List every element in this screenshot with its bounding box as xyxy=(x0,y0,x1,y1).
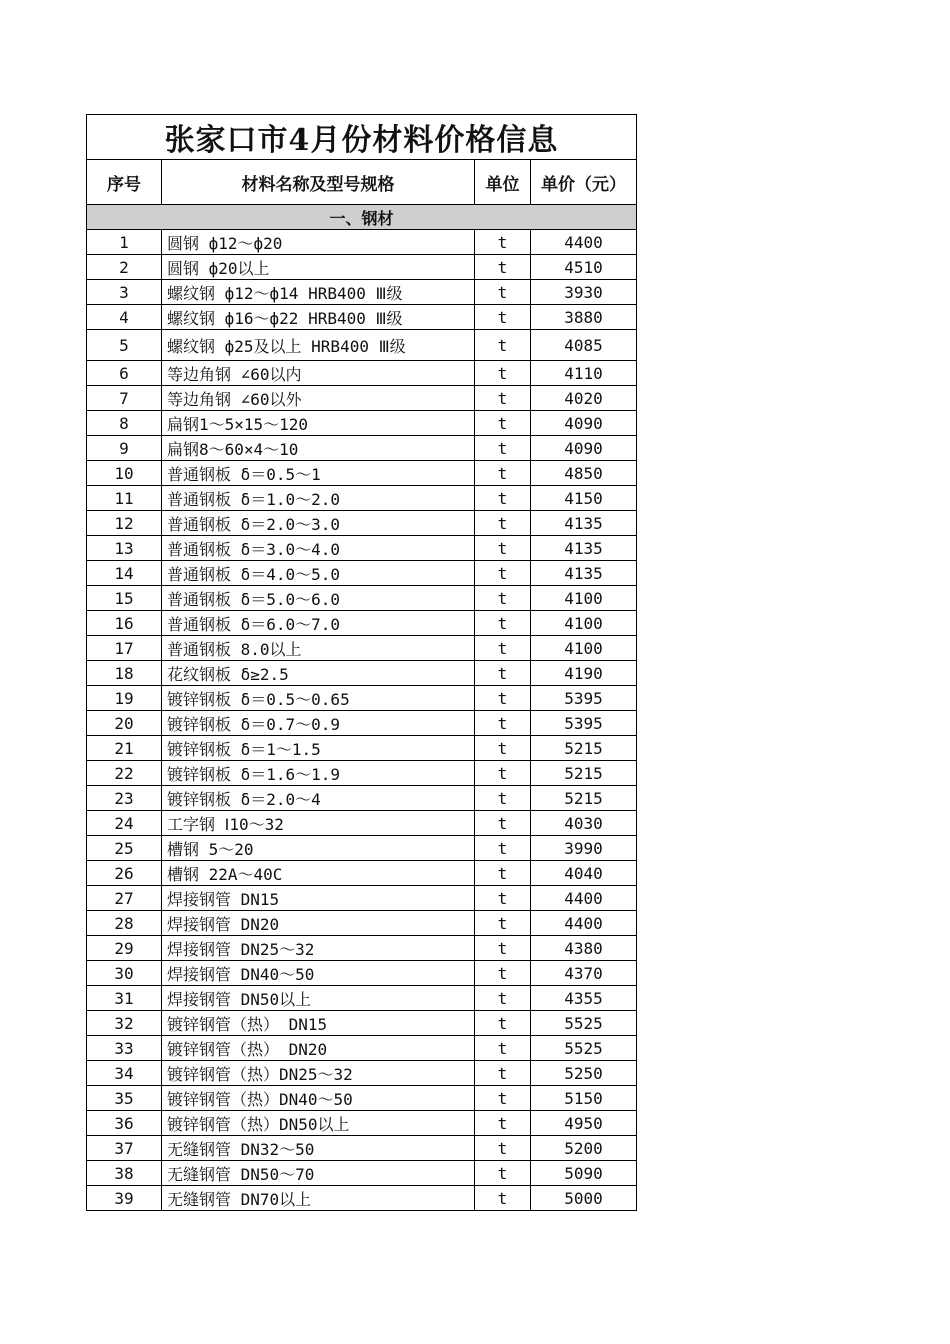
table-row xyxy=(87,486,637,511)
material-name: 等边角钢 ∠60以外 xyxy=(162,386,475,411)
table-row xyxy=(87,986,637,1011)
row-number: 23 xyxy=(87,786,162,811)
material-name: 扁钢8～60×4～10 xyxy=(162,436,475,461)
header-name: 材料名称及型号规格 xyxy=(162,160,475,205)
material-name: 镀锌钢板 δ＝0.7～0.9 xyxy=(162,711,475,736)
unit: t xyxy=(475,986,531,1011)
unit: t xyxy=(475,1011,531,1036)
table-row xyxy=(87,861,637,886)
unit-price: 4400 xyxy=(531,886,637,911)
material-name: 无缝钢管 DN50～70 xyxy=(162,1161,475,1186)
material-name: 镀锌钢管（热） DN20 xyxy=(162,1036,475,1061)
material-name: 无缝钢管 DN32～50 xyxy=(162,1136,475,1161)
unit: t xyxy=(475,230,531,255)
unit-price: 4040 xyxy=(531,861,637,886)
table-row xyxy=(87,786,637,811)
unit: t xyxy=(475,1111,531,1136)
table-row xyxy=(87,611,637,636)
unit-price: 5215 xyxy=(531,786,637,811)
header-unit: 单位 xyxy=(475,160,531,205)
row-number: 11 xyxy=(87,486,162,511)
table-row xyxy=(87,936,637,961)
material-name: 镀锌钢板 δ＝1～1.5 xyxy=(162,736,475,761)
unit: t xyxy=(475,1136,531,1161)
row-number: 13 xyxy=(87,536,162,561)
row-number: 26 xyxy=(87,861,162,886)
unit: t xyxy=(475,386,531,411)
unit-price: 4090 xyxy=(531,436,637,461)
unit: t xyxy=(475,1061,531,1086)
table-row xyxy=(87,911,637,936)
row-number: 7 xyxy=(87,386,162,411)
header-no: 序号 xyxy=(87,160,162,205)
material-name: 无缝钢管 DN70以上 xyxy=(162,1186,475,1211)
table-row xyxy=(87,1086,637,1111)
table-row xyxy=(87,536,637,561)
row-number: 34 xyxy=(87,1061,162,1086)
material-name: 扁钢1～5×15～120 xyxy=(162,411,475,436)
unit-price: 4370 xyxy=(531,961,637,986)
row-number: 4 xyxy=(87,305,162,330)
title-row xyxy=(87,115,637,160)
table-row xyxy=(87,886,637,911)
row-number: 29 xyxy=(87,936,162,961)
unit-price: 4135 xyxy=(531,536,637,561)
material-name: 镀锌钢管（热） DN15 xyxy=(162,1011,475,1036)
unit: t xyxy=(475,361,531,386)
material-name: 焊接钢管 DN15 xyxy=(162,886,475,911)
row-number: 8 xyxy=(87,411,162,436)
unit: t xyxy=(475,305,531,330)
unit-price: 5200 xyxy=(531,1136,637,1161)
unit-price: 3880 xyxy=(531,305,637,330)
unit: t xyxy=(475,255,531,280)
material-name: 槽钢 5～20 xyxy=(162,836,475,861)
unit-price: 3930 xyxy=(531,280,637,305)
material-name: 镀锌钢板 δ＝2.0～4 xyxy=(162,786,475,811)
unit: t xyxy=(475,330,531,361)
table-row xyxy=(87,661,637,686)
table-row xyxy=(87,561,637,586)
material-name: 镀锌钢板 δ＝0.5～0.65 xyxy=(162,686,475,711)
table-row xyxy=(87,586,637,611)
row-number: 1 xyxy=(87,230,162,255)
header-price: 单价（元） xyxy=(531,160,637,205)
row-number: 32 xyxy=(87,1011,162,1036)
unit: t xyxy=(475,436,531,461)
row-number: 19 xyxy=(87,686,162,711)
unit-price: 4135 xyxy=(531,511,637,536)
header-row xyxy=(87,160,637,205)
unit: t xyxy=(475,1036,531,1061)
material-name: 普通钢板 δ＝4.0～5.0 xyxy=(162,561,475,586)
unit: t xyxy=(475,1186,531,1211)
row-number: 27 xyxy=(87,886,162,911)
row-number: 14 xyxy=(87,561,162,586)
material-name: 普通钢板 δ＝3.0～4.0 xyxy=(162,536,475,561)
table-row xyxy=(87,836,637,861)
material-name: 槽钢 22A～40C xyxy=(162,861,475,886)
unit-price: 4090 xyxy=(531,411,637,436)
material-name: 螺纹钢 ф12～ф14 HRB400 Ⅲ级 xyxy=(162,280,475,305)
unit-price: 4510 xyxy=(531,255,637,280)
unit: t xyxy=(475,811,531,836)
unit-price: 5395 xyxy=(531,686,637,711)
table-row xyxy=(87,811,637,836)
unit-price: 4135 xyxy=(531,561,637,586)
unit: t xyxy=(475,886,531,911)
unit: t xyxy=(475,861,531,886)
row-number: 30 xyxy=(87,961,162,986)
row-number: 2 xyxy=(87,255,162,280)
row-number: 39 xyxy=(87,1186,162,1211)
table-row xyxy=(87,736,637,761)
table-row xyxy=(87,255,637,280)
unit: t xyxy=(475,711,531,736)
material-name: 普通钢板 δ＝2.0～3.0 xyxy=(162,511,475,536)
material-name: 普通钢板 δ＝1.0～2.0 xyxy=(162,486,475,511)
material-name: 焊接钢管 DN20 xyxy=(162,911,475,936)
unit: t xyxy=(475,911,531,936)
unit: t xyxy=(475,411,531,436)
material-name: 普通钢板 δ＝5.0～6.0 xyxy=(162,586,475,611)
row-number: 37 xyxy=(87,1136,162,1161)
material-name: 螺纹钢 ф16～ф22 HRB400 Ⅲ级 xyxy=(162,305,475,330)
material-name: 焊接钢管 DN40～50 xyxy=(162,961,475,986)
table-row xyxy=(87,1111,637,1136)
material-name: 镀锌钢管（热）DN50以上 xyxy=(162,1111,475,1136)
table-row xyxy=(87,436,637,461)
unit-price: 4100 xyxy=(531,611,637,636)
material-name: 圆钢 ф12～ф20 xyxy=(162,230,475,255)
unit-price: 4850 xyxy=(531,461,637,486)
unit-price: 4380 xyxy=(531,936,637,961)
unit-price: 5215 xyxy=(531,736,637,761)
unit: t xyxy=(475,736,531,761)
table-row xyxy=(87,636,637,661)
price-table xyxy=(86,114,637,1211)
unit: t xyxy=(475,686,531,711)
unit-price: 5000 xyxy=(531,1186,637,1211)
unit-price: 4100 xyxy=(531,586,637,611)
unit: t xyxy=(475,636,531,661)
table-row xyxy=(87,461,637,486)
table-row xyxy=(87,711,637,736)
row-number: 38 xyxy=(87,1161,162,1186)
unit: t xyxy=(475,461,531,486)
unit: t xyxy=(475,611,531,636)
unit-price: 4950 xyxy=(531,1111,637,1136)
table-row xyxy=(87,1036,637,1061)
row-number: 10 xyxy=(87,461,162,486)
unit: t xyxy=(475,1161,531,1186)
row-number: 35 xyxy=(87,1086,162,1111)
table-row xyxy=(87,511,637,536)
material-name: 花纹钢板 δ≥2.5 xyxy=(162,661,475,686)
unit: t xyxy=(475,936,531,961)
row-number: 3 xyxy=(87,280,162,305)
row-number: 12 xyxy=(87,511,162,536)
table-row xyxy=(87,1061,637,1086)
row-number: 15 xyxy=(87,586,162,611)
material-name: 镀锌钢管（热）DN40～50 xyxy=(162,1086,475,1111)
table-row xyxy=(87,361,637,386)
unit: t xyxy=(475,486,531,511)
unit-price: 4030 xyxy=(531,811,637,836)
row-number: 9 xyxy=(87,436,162,461)
table-row xyxy=(87,686,637,711)
table-row xyxy=(87,411,637,436)
table-row xyxy=(87,1011,637,1036)
material-name: 普通钢板 δ＝0.5～1 xyxy=(162,461,475,486)
unit-price: 4190 xyxy=(531,661,637,686)
row-number: 31 xyxy=(87,986,162,1011)
unit-price: 4100 xyxy=(531,636,637,661)
unit: t xyxy=(475,1086,531,1111)
unit: t xyxy=(475,561,531,586)
unit-price: 4110 xyxy=(531,361,637,386)
unit: t xyxy=(475,836,531,861)
table-row xyxy=(87,230,637,255)
table-row xyxy=(87,386,637,411)
unit-price: 5525 xyxy=(531,1036,637,1061)
unit: t xyxy=(475,280,531,305)
material-name: 普通钢板 8.0以上 xyxy=(162,636,475,661)
row-number: 24 xyxy=(87,811,162,836)
material-name: 等边角钢 ∠60以内 xyxy=(162,361,475,386)
table-row xyxy=(87,330,637,361)
table-row xyxy=(87,761,637,786)
unit-price: 4355 xyxy=(531,986,637,1011)
table-row xyxy=(87,280,637,305)
row-number: 33 xyxy=(87,1036,162,1061)
row-number: 5 xyxy=(87,330,162,361)
row-number: 28 xyxy=(87,911,162,936)
row-number: 22 xyxy=(87,761,162,786)
unit: t xyxy=(475,761,531,786)
unit-price: 4400 xyxy=(531,230,637,255)
row-number: 21 xyxy=(87,736,162,761)
row-number: 25 xyxy=(87,836,162,861)
page-title: 张家口市4月份材料价格信息 xyxy=(87,115,637,160)
table-row xyxy=(87,1161,637,1186)
unit: t xyxy=(475,786,531,811)
material-name: 工字钢 Ⅰ10～32 xyxy=(162,811,475,836)
table-row xyxy=(87,305,637,330)
unit-price: 4085 xyxy=(531,330,637,361)
material-name: 圆钢 ф20以上 xyxy=(162,255,475,280)
material-name: 普通钢板 δ＝6.0～7.0 xyxy=(162,611,475,636)
unit-price: 5525 xyxy=(531,1011,637,1036)
unit: t xyxy=(475,586,531,611)
material-name: 镀锌钢管（热）DN25～32 xyxy=(162,1061,475,1086)
material-name: 焊接钢管 DN50以上 xyxy=(162,986,475,1011)
unit-price: 4020 xyxy=(531,386,637,411)
unit-price: 5090 xyxy=(531,1161,637,1186)
row-number: 18 xyxy=(87,661,162,686)
section-row xyxy=(87,205,637,230)
table-row xyxy=(87,961,637,986)
row-number: 6 xyxy=(87,361,162,386)
table-row xyxy=(87,1186,637,1211)
unit-price: 5150 xyxy=(531,1086,637,1111)
unit: t xyxy=(475,536,531,561)
unit-price: 5250 xyxy=(531,1061,637,1086)
unit-price: 4150 xyxy=(531,486,637,511)
table-body xyxy=(87,205,637,1211)
unit-price: 5215 xyxy=(531,761,637,786)
row-number: 17 xyxy=(87,636,162,661)
row-number: 36 xyxy=(87,1111,162,1136)
unit: t xyxy=(475,961,531,986)
table-row xyxy=(87,1136,637,1161)
unit: t xyxy=(475,511,531,536)
material-name: 螺纹钢 ф25及以上 HRB400 Ⅲ级 xyxy=(162,330,475,361)
unit-price: 3990 xyxy=(531,836,637,861)
row-number: 20 xyxy=(87,711,162,736)
unit: t xyxy=(475,661,531,686)
unit-price: 5395 xyxy=(531,711,637,736)
unit-price: 4400 xyxy=(531,911,637,936)
section-label: 一、钢材 xyxy=(87,205,637,230)
material-name: 镀锌钢板 δ＝1.6～1.9 xyxy=(162,761,475,786)
material-name: 焊接钢管 DN25～32 xyxy=(162,936,475,961)
row-number: 16 xyxy=(87,611,162,636)
price-sheet xyxy=(86,114,636,1211)
